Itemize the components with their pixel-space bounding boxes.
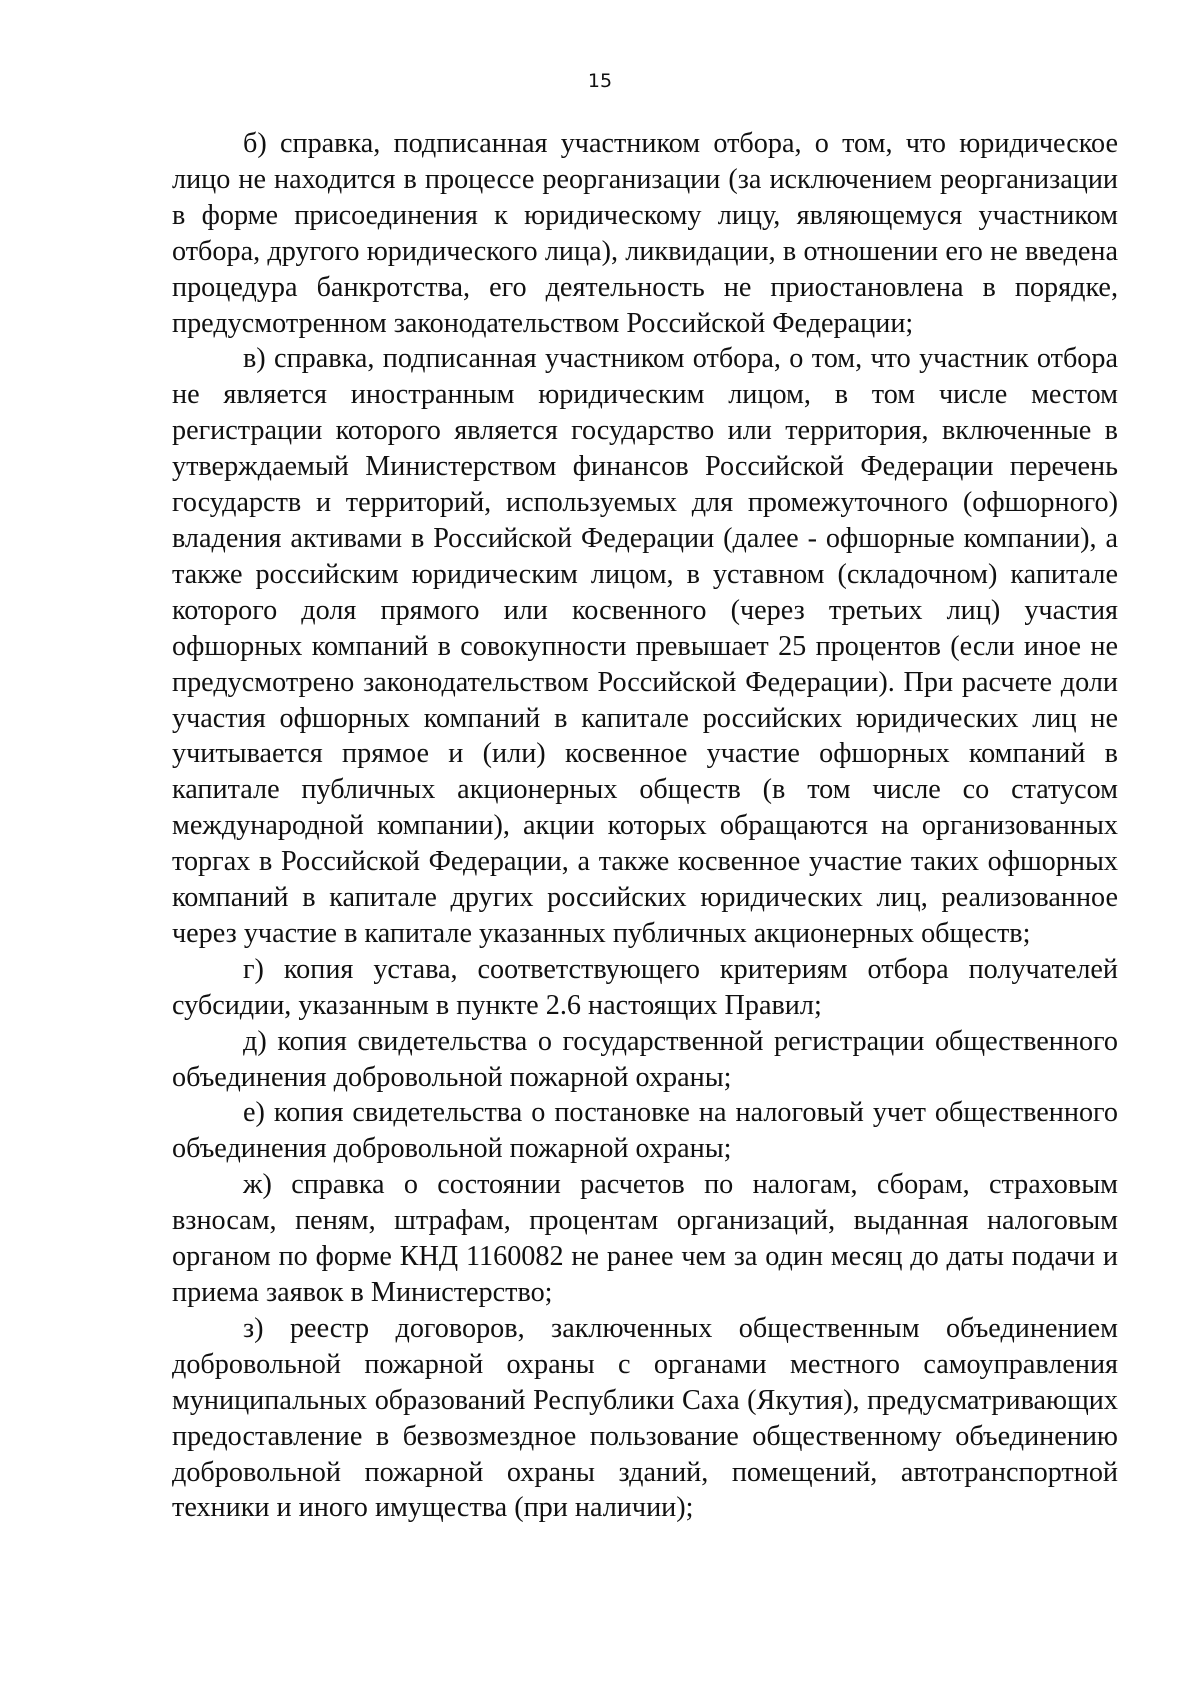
- paragraph-z: з) реестр договоров, заключенных общественным объединением добровольной пожарной охраны с органами местного самоуправления муниципальных образований Республики Саха (Якутия), предусматривающих предоставление в безвозмездное пользование общественному объединению добровольной пожарной охраны зданий, помещений, автотранспортной техники и иного имущества (при наличии);: [172, 1312, 1118, 1524]
- page-number: 15: [587, 70, 613, 92]
- paragraph-zh: ж) справка о состоянии расчетов по налогам, сборам, страховым взносам, пеням, штрафам, процентам организаций, выданная налоговым органом по форме КНД 1160082 не ранее чем за один месяц до даты подачи и приема заявок в Министерство;: [172, 1169, 1118, 1308]
- paragraph-g: г) копия устава, соответствующего критериям отбора получателей субсидии, указанным в пункте 2.6 настоящих Правил;: [172, 953, 1118, 1021]
- paragraph-b: б) справка, подписанная участником отбора, о том, что юридическое лицо не находится в процессе реорганизации (за исключением реорганизации в форме присоединения к юридическому лицу, являющемуся участником отбора, другого юридического лица), ликвидации, в отношении его не введена процедура банкротства, его деятельность не приостановлена в порядке, предусмотренном законодательством Российской Федерации;: [172, 128, 1118, 339]
- document-body: [172, 126, 1118, 1526]
- paragraph-v: в) справка, подписанная участником отбора, о том, что участник отбора не является иностранным юридическим лицом, в том числе местом регистрации которого является государство или территория, включенные в утверждаемый Министерством финансов Российской Федерации перечень государств и территорий, используемых для промежуточного (офшорного) владения активами в Российской Федерации (далее - офшорные компании), а также российским юридическим лицом, в уставном (складочном) капитале которого доля прямого или косвенного (через третьих лиц) участия офшорных компаний в совокупности превышает 25 процентов (если иное не предусмотрено законодательством Российской Федерации). При расчете доли участия офшорных компаний в капитале российских юридических лиц не учитывается прямое и (или) косвенное участие офшорных компаний в капитале публичных акционерных обществ (в том числе со статусом международной компании), акции которых обращаются на организованных торгах в Российской Федерации, а также косвенное участие таких офшорных компаний в капитале других российских юридических лиц, реализованное через участие в капитале указанных публичных акционерных обществ;: [172, 343, 1118, 949]
- paragraph-d: д) копия свидетельства о государственной регистрации общественного объединения добровольной пожарной охраны;: [172, 1025, 1118, 1093]
- paragraph-e: е) копия свидетельства о постановке на налоговый учет общественного объединения добровольной пожарной охраны;: [172, 1097, 1118, 1165]
